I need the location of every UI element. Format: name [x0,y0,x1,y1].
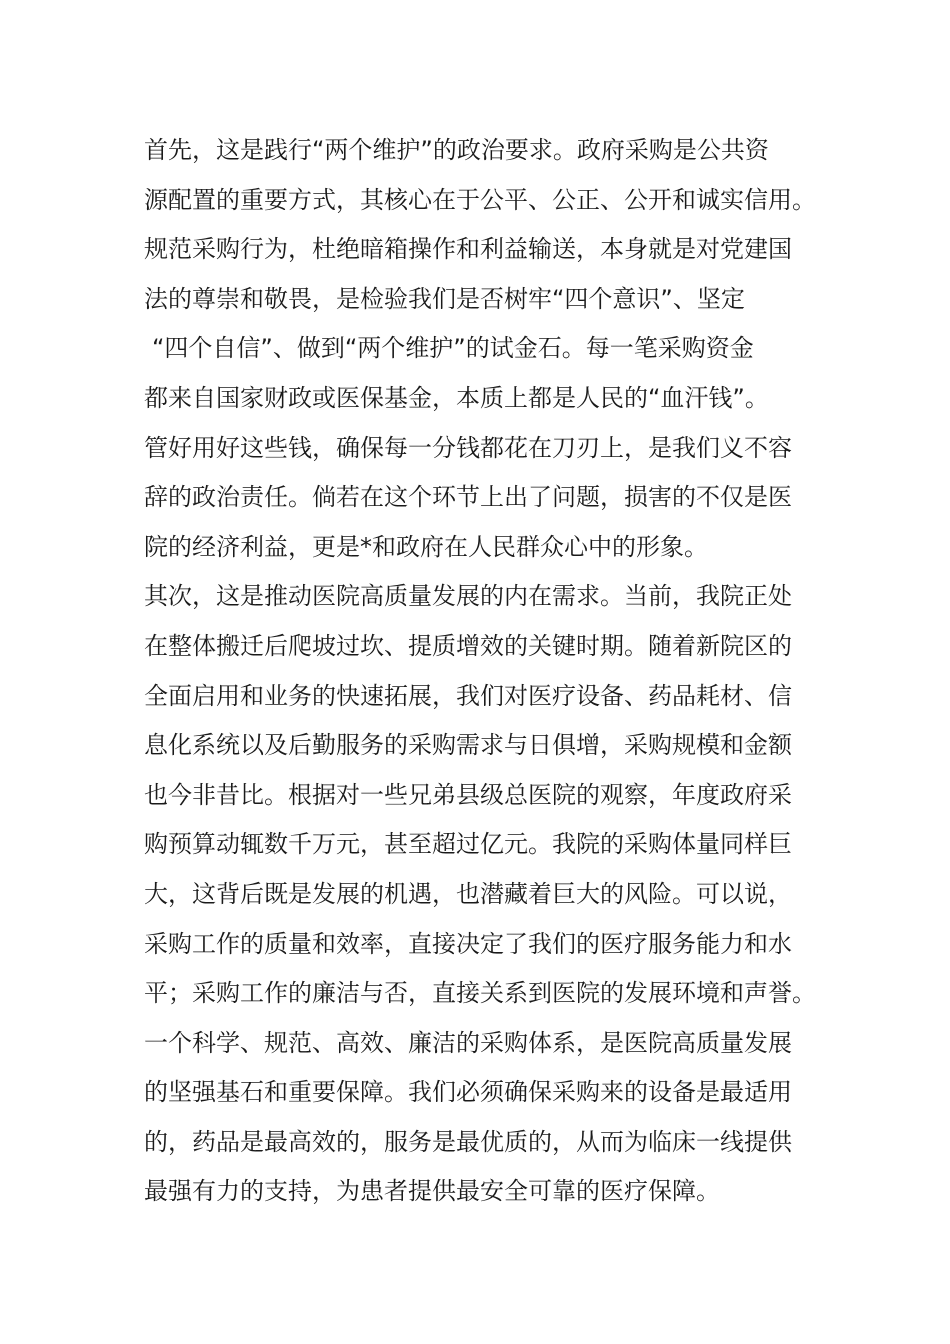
text-line: 采购工作的质量和效率，直接决定了我们的医疗服务能力和水 [144,929,792,958]
paragraph-1 [144,126,824,572]
text-line: 院的经济利益，更是*和政府在人民群众心中的形象。 [144,532,708,561]
text-line: 其次，这是推动医院高质量发展的内在需求。当前，我院正处 [144,582,792,611]
text-line: 平；采购工作的廉洁与否，直接关系到医院的发展环境和声誉。 [144,979,816,1008]
text-line: 一个科学、规范、高效、廉洁的采购体系，是医院高质量发展 [144,1028,792,1057]
text-line: 都来自国家财政或医保基金，本质上都是人民的“血汗钱”。 [144,383,769,412]
text-line: 首先，这是践行“两个维护”的政治要求。政府采购是公共资 [144,136,769,164]
text-line: 息化系统以及后勤服务的采购需求与日俱增，采购规模和金额 [144,731,792,760]
text-line: 在整体搬迁后爬坡过坎、提质增效的关键时期。随着新院区的 [144,631,792,660]
text-line: 大，这背后既是发展的机遇，也潜藏着巨大的风险。可以说， [144,879,792,908]
text-line: 法的尊崇和敬畏，是检验我们是否树牢“四个意识”、坚定 [144,284,745,313]
text-line: 购预算动辄数千万元，甚至超过亿元。我院的采购体量同样巨 [144,830,792,859]
body-text [144,126,824,1217]
text-line: 也今非昔比。根据对一些兄弟县级总医院的观察，年度政府采 [144,780,792,809]
paragraph-2 [144,572,824,1217]
text-line: 的，药品是最高效的，服务是最优质的，从而为临床一线提供 [144,1127,792,1156]
text-line: “四个自信”、做到“两个维护”的试金石。每一笔采购资金 [152,334,754,363]
text-line: 管好用好这些钱，确保每一分钱都花在刀刃上，是我们义不容 [144,433,792,462]
text-line: 规范采购行为，杜绝暗箱操作和利益输送，本身就是对党建国 [144,235,792,264]
text-line: 全面启用和业务的快速拓展，我们对医疗设备、药品耗材、信 [144,681,792,710]
text-line: 辞的政治责任。倘若在这个环节上出了问题，损害的不仅是医 [144,483,792,512]
text-line: 源配置的重要方式，其核心在于公平、公正、公开和诚实信用。 [144,185,816,214]
text-line: 最强有力的支持，为患者提供最安全可靠的医疗保障。 [144,1177,720,1206]
text-line: 的坚强基石和重要保障。我们必须确保采购来的设备是最适用 [144,1078,792,1107]
